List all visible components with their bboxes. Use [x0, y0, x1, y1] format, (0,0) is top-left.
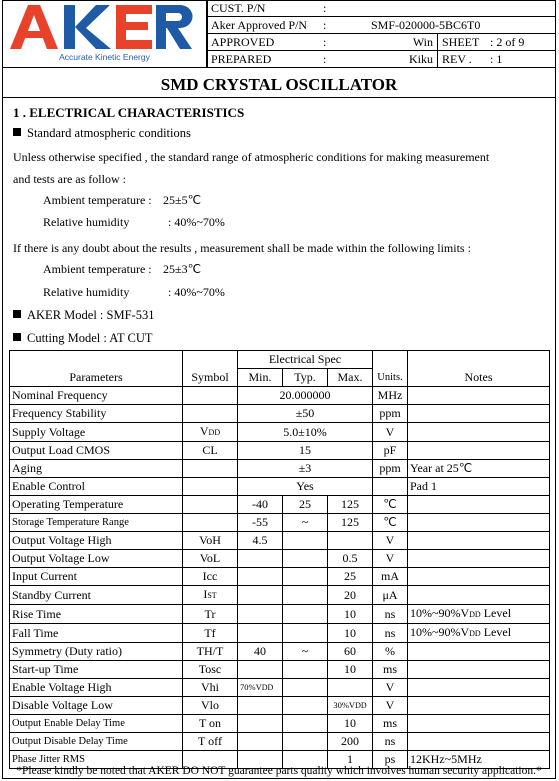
- footer-note: *Please kindly be noted that AKER DO NOT guarantee parts quality which involves human security application.*: [16, 765, 542, 777]
- header-value: Win: [367, 34, 438, 51]
- ambient-temp-value: 25±3℃: [163, 262, 202, 276]
- cell-min: [238, 733, 283, 751]
- cell-notes: [408, 387, 550, 405]
- bullet-text: Standard atmospheric conditions: [27, 126, 191, 140]
- ambient-temp-label: Ambient temperature :: [43, 262, 152, 276]
- cell-units: ns: [373, 605, 408, 624]
- cell-symbol: T on: [183, 715, 238, 733]
- cell-notes: [408, 405, 550, 423]
- cell-symbol: [183, 496, 238, 514]
- table-row: [10, 550, 550, 568]
- cell-max: 10: [328, 624, 373, 643]
- cell-symbol: Tosc: [183, 661, 238, 679]
- cell-parameter: Aging: [10, 460, 183, 478]
- header-value: Kiku: [367, 51, 438, 68]
- logo-tagline: Accurate Kinetic Energy: [59, 52, 150, 62]
- cell-notes: [408, 568, 550, 586]
- header-symbol: Symbol: [183, 351, 238, 387]
- cell-typ: [283, 661, 328, 679]
- header-row: [207, 17, 556, 34]
- table-row: [10, 605, 550, 624]
- cell-max: 30%VDD: [328, 697, 373, 715]
- cell-units: ℃: [373, 496, 408, 514]
- cell-notes: [408, 586, 550, 605]
- header-colon: :: [319, 34, 367, 51]
- document-title: SMD CRYSTAL OSCILLATOR: [2, 68, 556, 98]
- cell-notes: [408, 423, 550, 442]
- cell-spec: 20.000000: [238, 387, 373, 405]
- cell-units: [373, 478, 408, 496]
- cell-symbol: [183, 514, 238, 532]
- humidity-label: Relative humidity: [43, 285, 130, 299]
- cell-symbol: IST: [183, 586, 238, 605]
- cell-notes: Pad 1: [408, 478, 550, 496]
- cell-parameter: Output Disable Delay Time: [10, 733, 183, 751]
- cell-parameter: Standby Current: [10, 586, 183, 605]
- table-row: [10, 532, 550, 550]
- cell-notes: 10%~90%VDD Level: [408, 624, 550, 643]
- cell-max: [328, 532, 373, 550]
- header-row: [207, 0, 556, 17]
- table-row: [10, 697, 550, 715]
- bullet-square-icon: [13, 310, 21, 318]
- cell-units: pF: [373, 442, 408, 460]
- header-max: Max.: [328, 369, 373, 387]
- cell-symbol: CL: [183, 442, 238, 460]
- cell-max: 0.5: [328, 550, 373, 568]
- cell-max: 60: [328, 643, 373, 661]
- cell-min: -55: [238, 514, 283, 532]
- header-electrical-spec: Electrical Spec: [238, 351, 373, 369]
- section-heading: 1 . ELECTRICAL CHARACTERISTICS: [13, 105, 245, 120]
- cell-units: ms: [373, 715, 408, 733]
- cell-units: ℃: [373, 514, 408, 532]
- cell-symbol: [183, 405, 238, 423]
- table-row: [10, 679, 550, 697]
- header-label: APPROVED: [207, 34, 319, 51]
- aker-logo: [6, 1, 196, 51]
- rev-value: : 1: [486, 51, 556, 68]
- sheet-label: SHEET: [438, 34, 487, 51]
- cell-min: [238, 568, 283, 586]
- cell-parameter: Storage Temperature Range: [10, 514, 183, 532]
- cell-typ: [283, 605, 328, 624]
- cell-notes: [408, 697, 550, 715]
- cell-units: %: [373, 643, 408, 661]
- cell-spec: 5.0±10%: [238, 423, 373, 442]
- paragraph-line: If there is any doubt about the results , measurement shall be made within the following limits :: [13, 241, 471, 255]
- cell-min: [238, 605, 283, 624]
- cell-min: [238, 624, 283, 643]
- electrical-spec-table: [9, 350, 550, 769]
- table-row: [10, 643, 550, 661]
- cell-symbol: T off: [183, 733, 238, 751]
- bullet-square-icon: [13, 333, 21, 341]
- cell-min: [238, 661, 283, 679]
- cell-notes: [408, 661, 550, 679]
- table-row: [10, 387, 550, 405]
- cell-typ: [283, 568, 328, 586]
- cell-parameter: Nominal Frequency: [10, 387, 183, 405]
- cell-units: ps: [373, 751, 408, 769]
- cell-max: 10: [328, 715, 373, 733]
- cell-spec: ±50: [238, 405, 373, 423]
- header-value: [367, 0, 556, 17]
- rev-label: REV .: [438, 51, 487, 68]
- cell-spec: Yes: [238, 478, 373, 496]
- header-min: Min.: [238, 369, 283, 387]
- cell-notes: [408, 643, 550, 661]
- header-row: [207, 51, 556, 68]
- cell-spec: ±3: [238, 460, 373, 478]
- bullet-text: Cutting Model : AT CUT: [27, 331, 153, 345]
- cell-units: ms: [373, 661, 408, 679]
- cell-notes: 10%~90%VDD Level: [408, 605, 550, 624]
- cell-notes: [408, 679, 550, 697]
- cell-symbol: Tr: [183, 605, 238, 624]
- header-value: SMF-020000-5BC6T0: [367, 17, 556, 34]
- table-row: [10, 733, 550, 751]
- cell-symbol: VoL: [183, 550, 238, 568]
- cell-notes: [408, 514, 550, 532]
- cell-min: -40: [238, 496, 283, 514]
- cell-typ: [283, 679, 328, 697]
- bullet-text: AKER Model : SMF-531: [27, 308, 155, 322]
- header-colon: :: [319, 0, 367, 17]
- cell-units: MHz: [373, 387, 408, 405]
- cell-units: ns: [373, 624, 408, 643]
- cell-max: 1: [328, 751, 373, 769]
- cell-units: μA: [373, 586, 408, 605]
- cell-notes: 12KHz~5MHz: [408, 751, 550, 769]
- bullet-standard-conditions: [13, 126, 191, 141]
- cell-parameter: Output Enable Delay Time: [10, 715, 183, 733]
- bullet-cutting: [13, 331, 152, 346]
- header-label: PREPARED: [207, 51, 319, 68]
- cell-units: V: [373, 423, 408, 442]
- cell-notes: [408, 442, 550, 460]
- cell-spec: 15: [238, 442, 373, 460]
- header-label: Aker Approved P/N: [207, 17, 319, 34]
- ambient-temp-value: 25±5℃: [163, 193, 202, 207]
- cell-max: 25: [328, 568, 373, 586]
- cell-symbol: Icc: [183, 568, 238, 586]
- header-parameters: Parameters: [10, 351, 183, 387]
- humidity-label: Relative humidity: [43, 215, 130, 229]
- cell-notes: [408, 733, 550, 751]
- ambient-temp-label: Ambient temperature :: [43, 193, 152, 207]
- cell-parameter: Output Voltage High: [10, 532, 183, 550]
- paragraph-line: and tests are as follow :: [13, 172, 126, 186]
- cell-max: 10: [328, 661, 373, 679]
- cell-notes: [408, 715, 550, 733]
- cell-parameter: Frequency Stability: [10, 405, 183, 423]
- cell-parameter: Input Current: [10, 568, 183, 586]
- cell-parameter: Output Voltage Low: [10, 550, 183, 568]
- cell-symbol: [183, 460, 238, 478]
- cell-parameter: Disable Voltage Low: [10, 697, 183, 715]
- bullet-square-icon: [13, 128, 21, 136]
- bullet-model: [13, 308, 154, 323]
- header-notes: Notes: [408, 351, 550, 387]
- cell-symbol: TH/T: [183, 643, 238, 661]
- table-row: [10, 496, 550, 514]
- cell-typ: [283, 550, 328, 568]
- cell-parameter: Symmetry (Duty ratio): [10, 643, 183, 661]
- table-row: [10, 661, 550, 679]
- header-colon: :: [319, 17, 367, 34]
- cell-min: [238, 550, 283, 568]
- cell-max: 10: [328, 605, 373, 624]
- logo-area: [2, 0, 207, 68]
- cell-parameter: Start-up Time: [10, 661, 183, 679]
- cell-max: 200: [328, 733, 373, 751]
- cell-notes: Year at 25℃: [408, 460, 550, 478]
- table-row: [10, 624, 550, 643]
- cell-symbol: Vlo: [183, 697, 238, 715]
- cell-max: [328, 679, 373, 697]
- cell-parameter: Supply Voltage: [10, 423, 183, 442]
- table-row: [10, 568, 550, 586]
- humidity-value: : 40%~70%: [168, 215, 225, 229]
- cell-typ: ~: [283, 514, 328, 532]
- cell-max: 125: [328, 514, 373, 532]
- cell-symbol: [183, 387, 238, 405]
- cell-typ: [283, 697, 328, 715]
- cell-symbol: [183, 478, 238, 496]
- cell-max: 125: [328, 496, 373, 514]
- header-divider: [207, 0, 208, 68]
- table-header-row: [10, 351, 550, 369]
- header-table: [207, 0, 556, 68]
- cell-symbol: VoH: [183, 532, 238, 550]
- table-row: [10, 478, 550, 496]
- humidity-value: : 40%~70%: [168, 285, 225, 299]
- cell-units: V: [373, 679, 408, 697]
- cell-units: V: [373, 550, 408, 568]
- cell-notes: [408, 532, 550, 550]
- cell-parameter: Rise Time: [10, 605, 183, 624]
- header-row: [207, 34, 556, 51]
- cell-notes: [408, 550, 550, 568]
- cell-parameter: Enable Control: [10, 478, 183, 496]
- cell-min: 40: [238, 643, 283, 661]
- header-label: CUST. P/N: [207, 0, 319, 17]
- header-typ: Typ.: [283, 369, 328, 387]
- table-row: [10, 715, 550, 733]
- cell-units: ns: [373, 733, 408, 751]
- cell-units: V: [373, 697, 408, 715]
- cell-units: V: [373, 532, 408, 550]
- cell-units: ppm: [373, 405, 408, 423]
- cell-units: ppm: [373, 460, 408, 478]
- table-row: [10, 514, 550, 532]
- table-row: [10, 586, 550, 605]
- cell-symbol: VDD: [183, 423, 238, 442]
- cell-parameter: Output Load CMOS: [10, 442, 183, 460]
- table-row: [10, 405, 550, 423]
- cell-typ: [283, 733, 328, 751]
- cell-min: [238, 586, 283, 605]
- header-units: Units.: [373, 351, 408, 387]
- cell-typ: [283, 624, 328, 643]
- cell-units: mA: [373, 568, 408, 586]
- cell-parameter: Operating Temperature: [10, 496, 183, 514]
- cell-typ: [283, 715, 328, 733]
- sheet-value: : 2 of 9: [486, 34, 556, 51]
- cell-min: 70%VDD: [238, 679, 283, 697]
- table-row: [10, 460, 550, 478]
- cell-typ: ~: [283, 643, 328, 661]
- cell-symbol: Tf: [183, 624, 238, 643]
- cell-min: [238, 697, 283, 715]
- cell-typ: 25: [283, 496, 328, 514]
- cell-symbol: Vhi: [183, 679, 238, 697]
- cell-typ: [283, 532, 328, 550]
- cell-notes: [408, 496, 550, 514]
- paragraph-line: Unless otherwise specified , the standard range of atmospheric conditions for making measurement: [13, 150, 490, 164]
- table-row: [10, 423, 550, 442]
- cell-typ: [283, 586, 328, 605]
- cell-parameter: Enable Voltage High: [10, 679, 183, 697]
- cell-parameter: Fall Time: [10, 624, 183, 643]
- table-row: [10, 442, 550, 460]
- cell-parameter: Phase Jitter RMS: [10, 751, 183, 769]
- cell-max: 20: [328, 586, 373, 605]
- cell-min: 4.5: [238, 532, 283, 550]
- cell-min: [238, 715, 283, 733]
- header-colon: :: [319, 51, 367, 68]
